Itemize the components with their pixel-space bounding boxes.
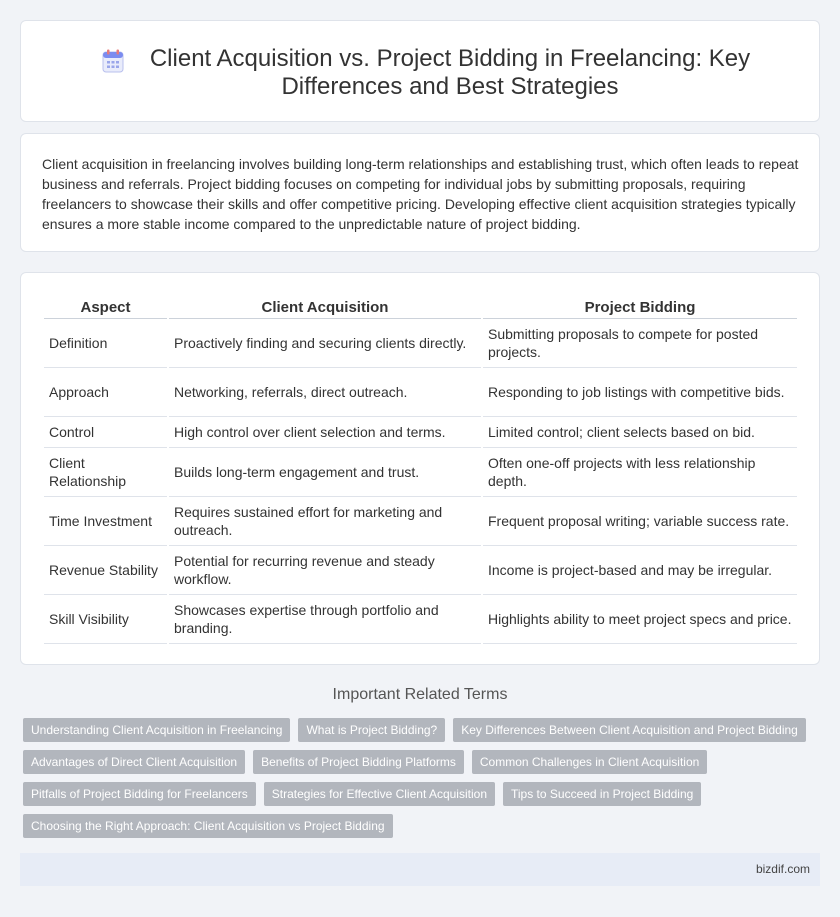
aspect-cell: Time Investment	[44, 497, 167, 546]
table-row	[44, 319, 797, 368]
related-term-link[interactable]: Choosing the Right Approach: Client Acquisition vs Project Bidding	[23, 814, 393, 838]
related-terms-heading: Important Related Terms	[332, 686, 508, 703]
related-term-link[interactable]: What is Project Bidding?	[298, 718, 445, 742]
project-bidding-cell: Responding to job listings with competitive bids.	[483, 368, 797, 417]
column-header-aspect: Aspect	[44, 297, 167, 319]
client-acquisition-cell: Potential for recurring revenue and steady workflow.	[169, 546, 481, 595]
footer-brand[interactable]: bizdif.com	[755, 862, 810, 876]
aspect-cell: Revenue Stability	[44, 546, 167, 595]
comparison-table-card	[20, 272, 820, 665]
client-acquisition-cell: Showcases expertise through portfolio and branding.	[169, 595, 481, 644]
column-header-client-acquisition: Client Acquisition	[169, 297, 481, 319]
aspect-cell: Control	[44, 417, 167, 448]
aspect-cell: Definition	[44, 319, 167, 368]
table-row	[44, 417, 797, 448]
related-term-link[interactable]: Advantages of Direct Client Acquisition	[23, 750, 245, 774]
calendar-icon	[102, 49, 124, 73]
client-acquisition-cell: High control over client selection and terms.	[169, 417, 481, 448]
project-bidding-cell: Highlights ability to meet project specs and price.	[483, 595, 797, 644]
related-term-link[interactable]: Tips to Succeed in Project Bidding	[503, 782, 701, 806]
project-bidding-cell: Submitting proposals to compete for posted projects.	[483, 319, 797, 368]
client-acquisition-cell: Builds long-term engagement and trust.	[169, 448, 481, 497]
project-bidding-cell: Often one-off projects with less relationship depth.	[483, 448, 797, 497]
client-acquisition-cell: Proactively finding and securing clients directly.	[169, 319, 481, 368]
client-acquisition-cell: Requires sustained effort for marketing and outreach.	[169, 497, 481, 546]
column-header-project-bidding: Project Bidding	[483, 297, 797, 319]
related-term-link[interactable]: Benefits of Project Bidding Platforms	[253, 750, 464, 774]
page-title: Client Acquisition vs. Project Bidding in Freelancing: Key Differences and Best Strategies	[149, 45, 751, 100]
related-term-link[interactable]: Pitfalls of Project Bidding for Freelancers	[23, 782, 256, 806]
comparison-table	[42, 297, 799, 644]
client-acquisition-cell: Networking, referrals, direct outreach.	[169, 368, 481, 417]
project-bidding-cell: Frequent proposal writing; variable success rate.	[483, 497, 797, 546]
header-card	[20, 20, 820, 122]
aspect-cell: Skill Visibility	[44, 595, 167, 644]
project-bidding-cell: Limited control; client selects based on bid.	[483, 417, 797, 448]
project-bidding-cell: Income is project-based and may be irregular.	[483, 546, 797, 595]
aspect-cell: Approach	[44, 368, 167, 417]
related-term-link[interactable]: Key Differences Between Client Acquisition and Project Bidding	[453, 718, 806, 742]
table-row	[44, 368, 797, 417]
table-row	[44, 595, 797, 644]
related-term-link[interactable]: Strategies for Effective Client Acquisition	[264, 782, 495, 806]
intro-paragraph: Client acquisition in freelancing involves building long-term relationships and establishing trust, which often leads to repeat business and referrals. Project bidding focuses on competing for individual jobs by submitting proposals, requiring freelancers to showcase their skills and offer competitive pricing. Developing effective client acquisition strategies typically ensures a more stable income compared to the unpredictable nature of project bidding.	[42, 156, 799, 232]
related-term-link[interactable]: Common Challenges in Client Acquisition	[472, 750, 707, 774]
related-term-link[interactable]: Understanding Client Acquisition in Freelancing	[23, 718, 290, 742]
footer-bar	[20, 853, 820, 886]
related-terms-list	[23, 718, 813, 838]
table-row	[44, 546, 797, 595]
intro-card	[20, 133, 820, 252]
table-header-row	[44, 297, 797, 319]
table-row	[44, 497, 797, 546]
table-row	[44, 448, 797, 497]
aspect-cell: Client Relationship	[44, 448, 167, 497]
